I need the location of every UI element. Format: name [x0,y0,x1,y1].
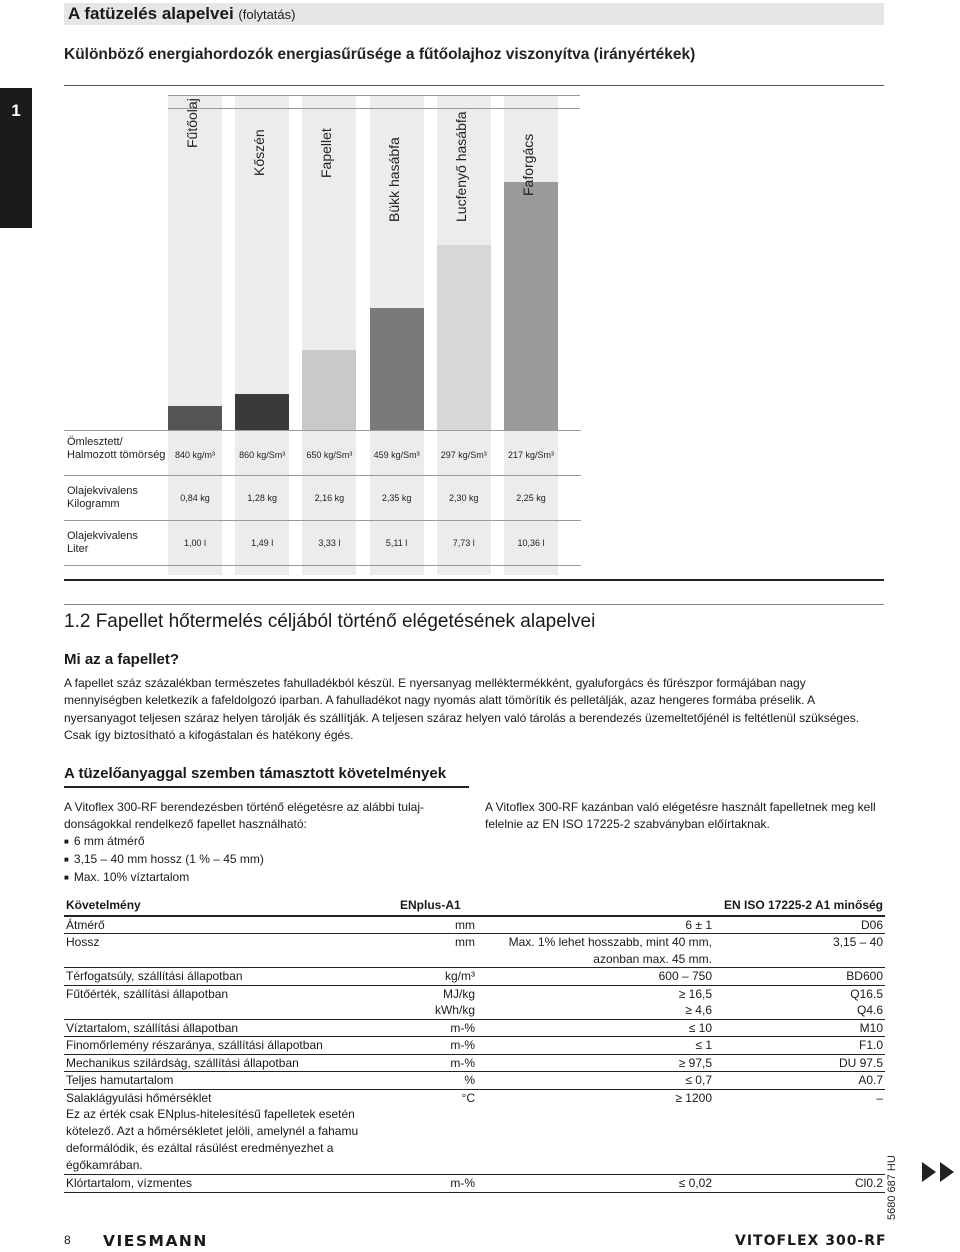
table-row [64,1019,885,1037]
category-label: Fűtőolaj [184,98,200,148]
iso-cell [714,934,885,968]
table-rule [64,565,581,566]
requirement-cell [64,1037,398,1055]
table-cell: 2,25 kg [516,493,546,503]
next-page-arrows-icon [922,1162,960,1182]
unit-cell [398,1072,477,1090]
enplus-value: ≤ 10 [688,1020,712,1035]
iso-cell [714,985,885,1019]
header-enplus-value [477,897,714,916]
row-label-line: Halmozott tömörség [67,449,166,461]
requirement-cell [64,985,398,1019]
row-label-line: Ömlesztett/ [67,436,123,448]
unit-text: m-% [450,1038,475,1052]
requirement-cell [64,1054,398,1072]
enplus-value: 600 – 750 [658,969,712,983]
grid-line [168,108,580,109]
category-label: Fapellet [318,128,335,178]
section-rule [64,604,884,605]
enplus-cell [477,1175,714,1193]
requirement-name: Térfogatsúly, szállítási állapotban [66,969,243,983]
enplus-cell [477,1019,714,1037]
table-cell: 5,11 l [385,538,408,548]
requirement-name: Teljes hamutartalom [66,1073,174,1087]
requirement-name: Finomőrlemény részaránya, szállítási állapotban [66,1038,323,1052]
table-cell: 860 kg/Sm³ [239,450,286,460]
enplus-value: Max. 1% lehet hosszabb, mint 40 mm, azonban max. 45 mm. [508,935,712,966]
iso-cell [714,1072,885,1090]
requirement-cell [64,1089,398,1175]
enplus-value: ≥ 4,6 [685,1003,712,1017]
category-label: Faforgács [520,133,536,196]
enplus-cell [477,916,714,934]
iso-cell [714,1175,885,1193]
unit-cell [398,916,477,934]
chart-bottom-rule [64,579,884,581]
table-cell: 2,16 kg [314,493,345,503]
iso-value: Cl0.2 [854,1176,883,1190]
unit-text: mm [455,917,475,932]
category-label: Kőszén [251,129,268,176]
iso-cell [714,916,885,934]
unit-cell [398,1037,477,1055]
enplus-cell [477,934,714,968]
unit-text: m-% [450,1020,475,1035]
unit-cell [398,1089,477,1175]
page-title [68,3,295,26]
row-label-line: Liter [67,543,89,555]
row-label-line: Kilogramm [67,498,120,510]
unit-text: kg/m³ [445,969,475,983]
bar-1 [168,406,222,430]
chart-heading: Különböző energiahordozók energiasűrűsége a fűtőolajhoz viszonyítva (irányértékek) [64,46,696,63]
iso-cell [714,1019,885,1037]
enplus-value: ≤ 1 [695,1038,712,1052]
iso-value: 3,15 – 40 [832,935,883,949]
unit-cell [398,1175,477,1193]
subheading-what-is-pellet: Mi az a fapellet? [64,651,180,668]
table-row [64,968,885,986]
requirement-name: Átmérő [66,917,105,932]
chart-top-rule [64,85,884,86]
iso-value: BD600 [846,969,883,983]
column-background [168,95,222,575]
page-number: 8 [64,1233,71,1247]
iso-value: Q4.6 [856,1003,883,1017]
unit-text: % [464,1073,475,1087]
table-cell: 297 kg/Sm³ [440,450,487,460]
enplus-cell [477,1072,714,1090]
requirement-cell [64,968,398,986]
grid-line [168,95,580,96]
table-row [64,1175,885,1193]
enplus-value: ≥ 97,5 [678,1055,712,1070]
unit-cell [398,1054,477,1072]
requirements-intro [64,799,474,887]
enplus-cell [477,1054,714,1072]
table-row-label [67,530,138,556]
unit-text: m-% [450,1055,475,1070]
iso-value: – [876,1090,883,1105]
table-row [64,934,885,968]
table-row [64,916,885,934]
unit-text: °C [461,1090,475,1105]
enplus-cell [477,968,714,986]
bar-5 [437,245,491,430]
table-cell: 2,35 kg [381,493,412,503]
iso-cell [714,968,885,986]
table-row [64,1054,885,1072]
unit-text: MJ/kg [442,986,475,1001]
enplus-value: ≥ 16,5 [678,986,712,1001]
enplus-cell [477,985,714,1019]
table-row [64,1089,885,1175]
bullet-item: ■ 3,15 – 40 mm hossz (1 % – 45 mm) [64,851,474,869]
iso-value: M10 [859,1020,883,1035]
table-cell: 7,73 l [452,538,475,548]
iso-value: D06 [860,917,883,932]
requirement-name: Mechanikus szilárdság, szállítási állapotban [66,1055,299,1070]
heading-underline [64,786,469,788]
table-rule [64,475,581,476]
header-requirement: Követelmény [64,897,398,916]
table-cell: 650 kg/Sm³ [306,450,353,460]
table-cell: 3,33 l [318,538,341,548]
pellet-description: A fapellet száz százalékban természetes fahulladékból készül. E nyersanyag melléktermékként, gyaluforgács és fűrészpor formájában nagy mennyiségben keletkezik a fafeldolgozó iparban. A fahulladékot nagy nyomás alatt tömörítik és pelletálják, azaz hengeres formába préselik. A nyersanyagot teljesen száraz helyen tárolják és szállítják. A teljesen száraz helyen való tárolás a berendezés üzemeltetőjénél is feltétlenül szükséges. Csak így biztosítható a kifogástalan és hatékony égés. [64,676,860,742]
table-row-label [67,485,138,511]
requirement-name: Víztartalom, szállítási állapotban [66,1020,239,1035]
intro-text: A Vitoflex 300-RF berendezésben történő elégetésre az alábbi tulaj- donságokkal rendelkező fapellet használható: [64,800,425,831]
iso-value: F1.0 [858,1038,883,1052]
bar-4 [370,308,424,430]
product-name: VITOFLEX 300-RF [735,1233,887,1249]
table-row [64,1037,885,1055]
table-row [64,1072,885,1090]
title-text: A fatüzelés alapelvei [68,4,234,23]
bar-3 [302,350,356,430]
table-cell: 1,28 kg [247,493,277,503]
table-row-label [67,436,165,462]
requirement-cell [64,934,398,968]
bar-2 [235,394,289,430]
requirement-cell [64,1072,398,1090]
section-heading-1-2: 1.2 Fapellet hőtermelés céljából történő elégetésének alapelvei [64,611,596,632]
unit-cell [398,934,477,968]
bar-6 [504,182,558,430]
table-rule [64,520,581,521]
category-label: Bükk hasábfa [385,137,402,222]
requirement-name: Hossz [66,935,100,949]
requirements-table [64,897,885,1193]
bullet-item: ■ Max. 10% víztartalom [64,869,474,887]
enplus-cell [477,1037,714,1055]
requirement-name: Salaklágyulási hőmérséklet [66,1090,212,1105]
requirement-cell [64,1175,398,1193]
requirement-note: Ez az érték csak ENplus-hitelesítésű fapelletek esetén kötelező. Azt a hőmérsékletet jelöli, amelynél a fahamu deformálódik, és ezáltal rásülést eredményezhet a égőkamrában. [66,1107,359,1172]
requirement-cell [64,1019,398,1037]
enplus-value: ≤ 0,02 [678,1176,712,1190]
enplus-value: 6 ± 1 [685,917,712,932]
fuel-requirements-heading: A tüzelőanyaggal szemben támasztott követelmények [64,765,447,782]
table-cell: 840 kg/m³ [174,450,216,460]
title-subtitle: (folytatás) [238,7,296,22]
iso-value: Q16.5 [850,986,883,1001]
iso-cell [714,1089,885,1175]
table-cell: 217 kg/Sm³ [507,450,555,460]
table-cell: 1,00 l [183,538,207,548]
iso-cell [714,1054,885,1072]
iso-value: A0.7 [858,1073,883,1087]
header-iso: EN ISO 17225-2 A1 minőség [714,897,885,916]
table-header-row [64,897,885,916]
document-number: 5680 687 HU [886,1155,898,1220]
unit-cell [398,985,477,1019]
chapter-tab: 1 [0,88,32,228]
row-label-line: Olajekvivalens [67,485,138,497]
table-cell: 2,30 kg [449,493,479,503]
table-cell: 459 kg/Sm³ [373,450,420,460]
enplus-cell [477,1089,714,1175]
unit-cell [398,1019,477,1037]
row-label-line: Olajekvivalens [67,530,138,542]
enplus-value: ≤ 0,7 [685,1073,712,1087]
unit-text: m-% [450,1176,475,1190]
standard-note: A Vitoflex 300-RF kazánban való elégetésre használt fapelletnek meg kell felelnie az EN ISO 17225-2 szabványban előírtaknak. [485,800,876,831]
category-label: Lucfenyő hasábfa [452,111,469,222]
table-rule [64,430,581,431]
viessmann-logo: VIESMANN [103,1232,208,1250]
table-row [64,985,885,1019]
requirement-name: Fűtőérték, szállítási állapotban [66,986,229,1001]
enplus-value: ≥ 1200 [675,1090,712,1105]
table-cell: 1,49 l [251,538,274,548]
bullet-item: ■ 6 mm átmérő [64,833,474,851]
requirement-name: Klórtartalom, vízmentes [66,1176,193,1190]
unit-text: kWh/kg [434,1003,475,1017]
iso-cell [714,1037,885,1055]
requirements-body [64,916,885,1193]
requirement-cell [64,916,398,934]
table-cell: 0,84 kg [180,493,210,503]
header-enplus: ENplus-A1 [398,897,477,916]
iso-value: DU 97.5 [838,1055,883,1070]
table-cell: 10,36 l [517,538,545,548]
unit-text: mm [455,935,475,949]
unit-cell [398,968,477,986]
